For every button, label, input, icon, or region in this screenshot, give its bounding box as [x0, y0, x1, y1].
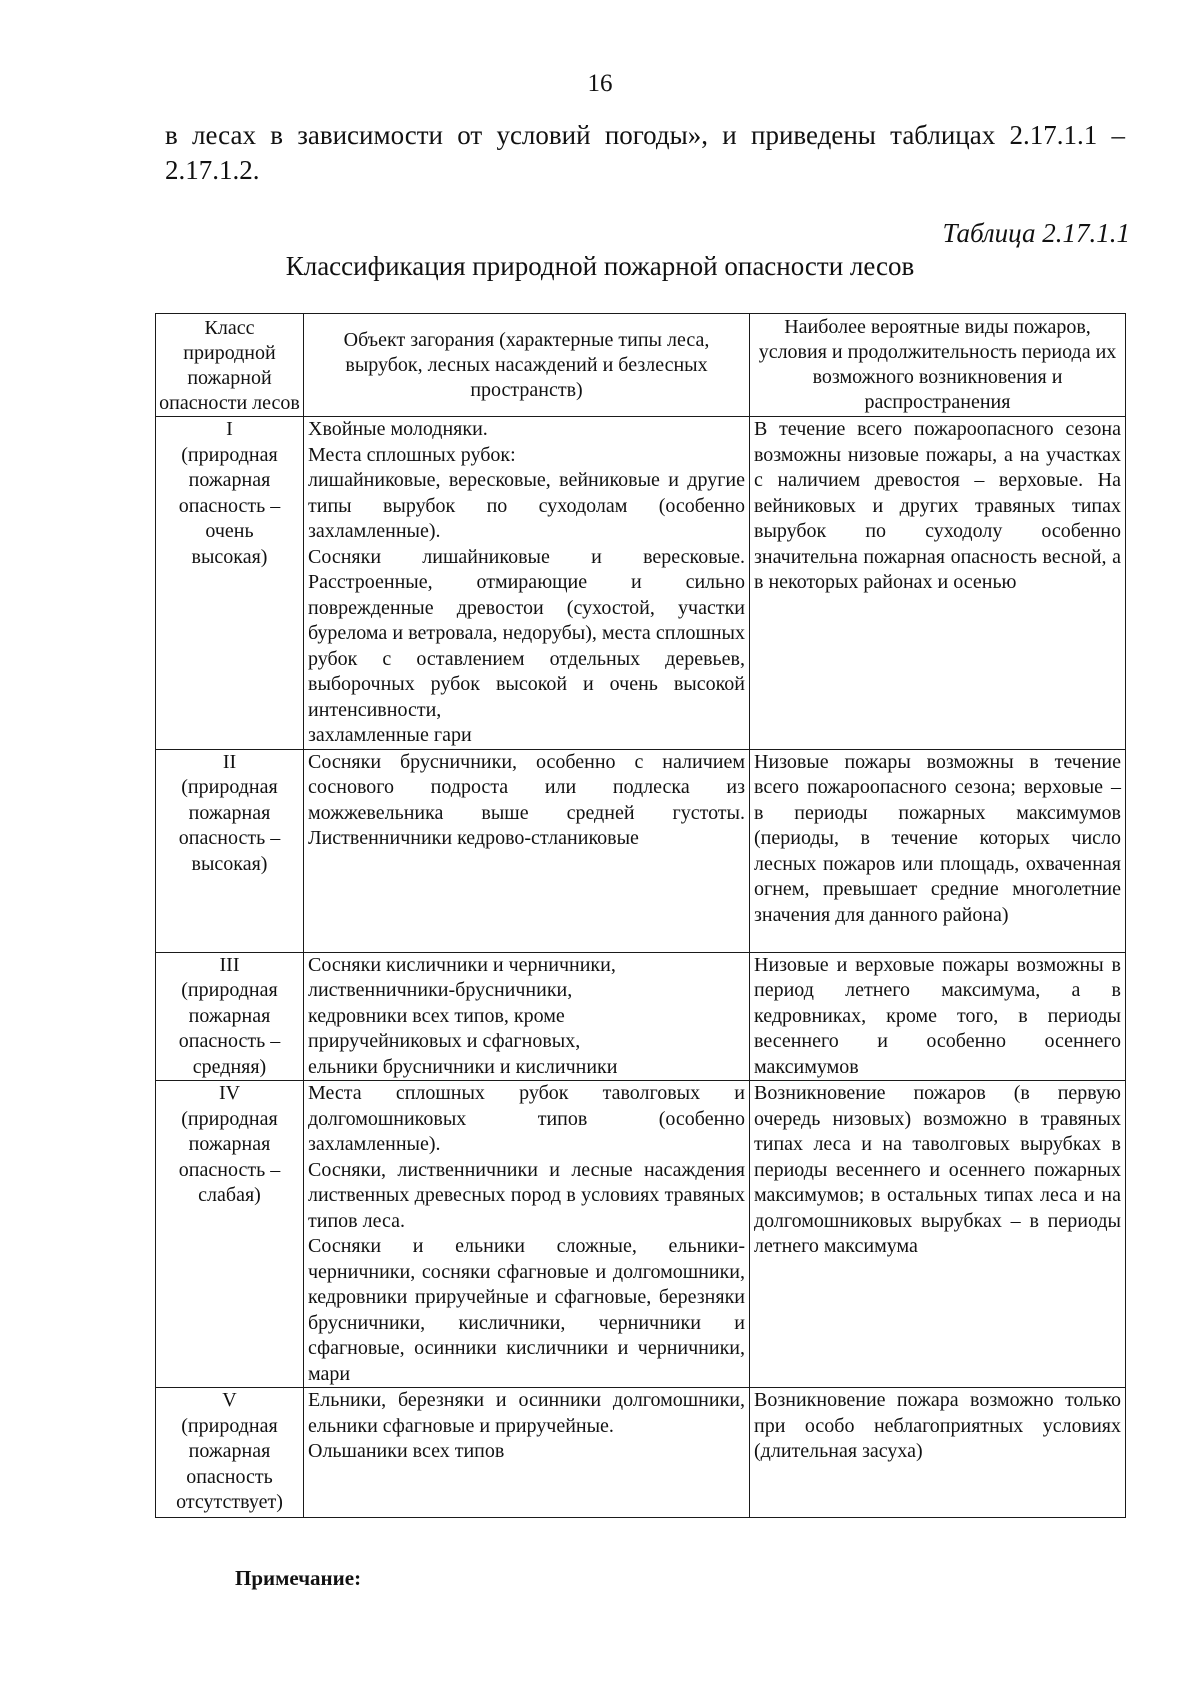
class-text: высокая) — [191, 545, 268, 568]
class-text: пожарная — [188, 1440, 271, 1462]
object-text: Сосняки и ельники сложные, ельники-черничники, сосняки сфагновые и долгомошники, кедровники приручейные и сфагновые, березняки брусничники, кисличники, черничники и сфагновые, осинники кисличники и черничники, мари — [308, 1235, 745, 1385]
object-text: Ельники, березняки и осинники долгомошники, ельники сфагновые и приручейные. — [308, 1389, 745, 1437]
table-row — [156, 749, 1126, 952]
object-text: Сосняки брусничники, особенно с наличием соснового подроста или подлеска из можжевельника выше средней густоты. Лиственничники кедрово-стланиковые — [308, 750, 745, 849]
class-text: (природная — [181, 979, 278, 1001]
table-header-row — [156, 314, 1126, 417]
fire-types-cell: Низовые и верховые пожары возможны в период летнего максимума, а в кедровниках, кроме того, в периоды весеннего и особенно осеннего максимумов — [750, 952, 1126, 1081]
note-label: Примечание: — [235, 1566, 362, 1590]
object-text: Хвойные молодняки. — [308, 418, 488, 440]
table-row — [156, 1081, 1126, 1388]
class-text: отсутствует) — [176, 1491, 283, 1513]
class-numeral: IV — [218, 1082, 241, 1104]
class-cell — [156, 952, 304, 1081]
fire-types-cell: Возникновение пожаров (в первую очередь низовых) возможно в травяных типах леса и на таволговых вырубках в периоды весеннего и осеннего пожарных максимумов; в остальных типах леса и на долгомошниковых вырубках – в периоды летнего максимума — [750, 1081, 1126, 1388]
intro-paragraph: в лесах в зависимости от условий погоды», и приведены таблицах 2.17.1.1 – 2.17.1.2. — [165, 120, 1125, 185]
class-cell — [156, 1388, 304, 1518]
class-text: слабая) — [198, 1184, 261, 1206]
object-text: кедровники всех типов, кроме — [308, 1004, 565, 1027]
class-text: (природная — [181, 1414, 278, 1437]
page-number: 16 — [587, 70, 613, 97]
object-cell — [304, 952, 750, 1081]
object-text: Ольшаники всех типов — [308, 1440, 505, 1462]
class-text: (природная — [181, 1107, 278, 1130]
fire-danger-table — [155, 313, 1126, 1518]
class-text: опасность – — [178, 827, 281, 849]
object-text: Сосняки кисличники и черничники, — [308, 953, 616, 976]
header-class: Класс природной пожарной опасности лесов — [156, 314, 304, 417]
class-text: (природная — [181, 443, 278, 466]
object-cell — [304, 1081, 750, 1388]
class-cell — [156, 749, 304, 952]
header-fire-types: Наиболее вероятные виды пожаров, условия и продолжительность периода их возможного возникновения и распространения — [750, 314, 1126, 417]
fire-types-cell: Низовые пожары возможны в течение всего пожароопасного сезона; верховые – в периоды пожарных максимумов (периоды, в течение которых число лесных пожаров или площадь, охваченная огнем, превышает средние многолетние значения для данного района) — [750, 749, 1126, 952]
class-text: очень — [205, 520, 254, 542]
object-cell — [304, 417, 750, 750]
table-row — [156, 952, 1126, 1081]
class-numeral: V — [222, 1389, 237, 1411]
class-cell — [156, 1081, 304, 1388]
class-numeral: II — [222, 750, 237, 773]
class-numeral: I — [226, 418, 233, 440]
object-text: Сосняки, лиственничники и лесные насаждения лиственных древесных пород в условиях травяных типов леса. — [308, 1158, 745, 1232]
object-text: ельники брусничники и кисличники — [308, 1055, 618, 1078]
object-text: Сосняки лишайниковые и вересковые. Расстроенные, отмирающие и сильно поврежденные древостои (сухостой, участки бурелома и ветровала, недорубы), места сплошных рубок с оставлением отдельных деревьев, выборочных рубок высокой и очень высокой интенсивности, — [308, 545, 745, 721]
table-row — [156, 417, 1126, 750]
class-text: опасность – — [178, 1158, 281, 1181]
class-cell — [156, 417, 304, 750]
object-text: приручейниковых и сфагновых, — [308, 1030, 581, 1052]
class-text: пожарная — [188, 1004, 271, 1027]
table-title: Классификация природной пожарной опасности лесов — [285, 251, 915, 281]
class-text: пожарная — [188, 801, 271, 824]
fire-types-cell: Возникновение пожара возможно только при особо неблагоприятных условиях (длительная засуха) — [750, 1388, 1126, 1518]
object-cell — [304, 1388, 750, 1518]
class-text: (природная — [181, 776, 278, 798]
class-text: высокая) — [191, 852, 268, 875]
class-text: пожарная — [188, 1133, 271, 1155]
object-text: лишайниковые, вересковые, вейниковые и другие типы вырубок по суходолам (особенно захламленные). — [308, 469, 745, 542]
class-text: опасность – — [178, 1030, 281, 1052]
object-text: Места сплошных рубок: — [308, 443, 516, 466]
table-label: Таблица 2.17.1.1 — [942, 218, 1130, 248]
object-text: лиственничники-брусничники, — [308, 979, 573, 1001]
class-text: средняя) — [192, 1055, 267, 1078]
class-text: пожарная — [188, 469, 271, 491]
header-object: Объект загорания (характерные типы леса, вырубок, лесных насаждений и безлесных пространств) — [304, 314, 750, 417]
class-numeral: III — [219, 953, 240, 976]
object-text: Места сплошных рубок таволговых и долгомошниковых типов (особенно захламленные). — [308, 1082, 745, 1155]
object-text: захламленные гари — [308, 724, 472, 746]
object-cell — [304, 749, 750, 952]
fire-types-cell: В течение всего пожароопасного сезона возможны низовые пожары, а на участках с наличием древостоя – верховые. На вейниковых и других травяных типах вырубок по суходолу особенно значительна пожарная опасность весной, а в некоторых районах и осенью — [750, 417, 1126, 750]
class-text: опасность — [186, 1465, 273, 1488]
class-text: опасность – — [178, 494, 281, 517]
table-row — [156, 1388, 1126, 1518]
